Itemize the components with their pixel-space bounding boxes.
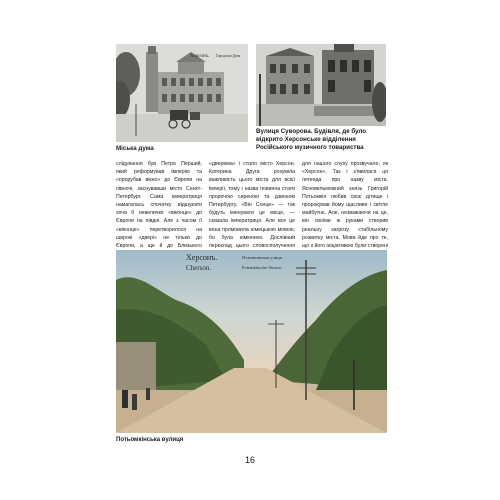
potemkin-street-caption: Потьомкінська вулиця [116, 437, 184, 443]
city-duma-printed-title: Херсонъ. [190, 54, 210, 59]
text-column-3: для нашого слуху прозвучало, як «Херсон». Так і з'явилася ця легенда про назву міста. Ясновельможний князь Григорій Потьомкін любив своє дітище і пророкував йому щасливе і світле майбутнє. Але, незважаючи на це, він своїми ж руками створив реальну загрозу стабільному розвитку міста. Мова йде про те, що з його ініціативою були створені [302, 161, 388, 250]
postcard-printed-street-de: Potemkinsche Strasse. [242, 265, 283, 270]
city-duma-printed-subtitle: Городская Дума [216, 54, 241, 58]
text-column-1: слідування був Петро Перший, який реформував імперію та «прорубав вікно» до Європи на півночі, заснувавши місто Санкт-Петербург. Сама імператриця намагалась спочатку відшукати хоча б невеличке «віконце» до Європи на півдні. Але з часом її «віконце» перетворилося на широкі «двері» не тільки до Європи, а ще й до Близького [116, 161, 202, 250]
city-duma-caption: Міська дума [116, 145, 154, 152]
potemkin-street-illustration [116, 250, 387, 433]
suvorova-street-caption: Вулиця Суворова. Будівля, де було відкрито Херсонське відділення Російського музичного товариства [256, 128, 367, 151]
postcard-printed-title-ru: Херсонъ. [186, 253, 218, 262]
city-duma-illustration [116, 44, 248, 142]
suvorova-street-photo [256, 44, 386, 126]
suvorova-street-illustration [256, 44, 386, 126]
potemkin-street-postcard [116, 250, 387, 433]
postcard-printed-street-ru: Потемкинская улица. [242, 255, 283, 260]
page-number: 16 [244, 455, 255, 465]
text-column-2: «дверима» і стало місто Херсон. Катерина Друга розуміла важливість цього міста для всієї імперії, тому і назва повинна стати пророчою сиреною та дзвоном Петербургу. «Він Сонце» — так будуть іменувати це місце, — сказала імператриця. Але все це вона промовила німецькою мовою, бо була німкенею. Дослівний переклад цього словосполучення [209, 161, 295, 250]
postcard-printed-title-de: Cherson. [186, 264, 212, 272]
city-duma-photo [116, 44, 248, 142]
